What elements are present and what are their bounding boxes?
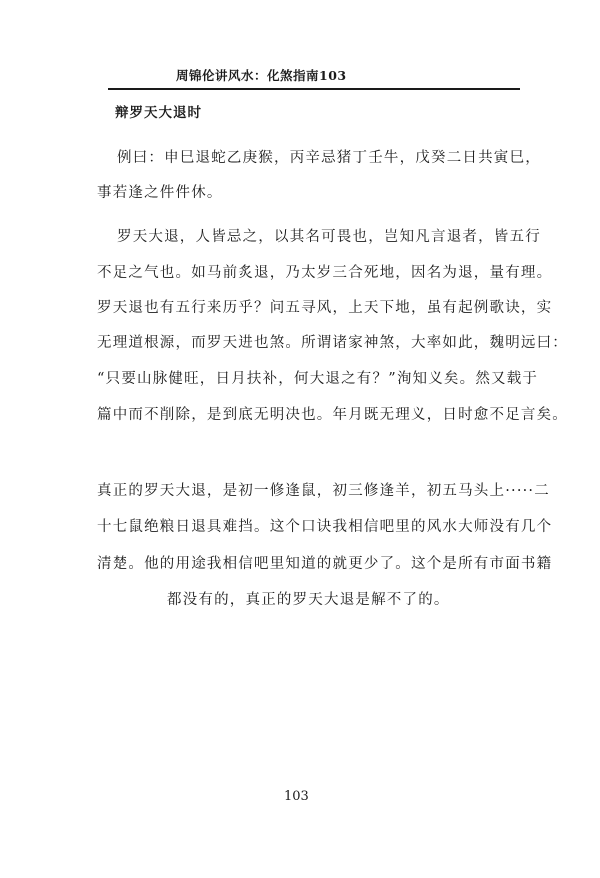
example-line: 事若逢之件件休。: [97, 185, 223, 201]
running-header: 周锦伦讲风水：化煞指南103: [176, 68, 347, 83]
paragraph-line: 罗天退也有五行来历乎？问五寻风，上天下地，虽有起例歌诀，实: [97, 300, 553, 316]
paragraph-line: 真正的罗天大退，是初一修逢鼠，初三修逢羊，初五马头上·····二: [97, 483, 550, 499]
header-rule: [108, 88, 520, 90]
section-title: 辩罗天大退时: [115, 105, 202, 121]
paragraph-line: “只要山脉健旺，日月扶补，何大退之有？”洵知义矣。然又载于: [97, 371, 539, 387]
paragraph-line: 无理道根源，而罗天进也煞。所谓诸家神煞，大率如此，魏明远曰：: [97, 335, 568, 351]
paragraph-line: 十七鼠绝粮日退具难挡。这个口诀我相信吧里的风水大师没有几个: [97, 519, 553, 535]
paragraph-line: 不足之气也。如马前炙退，乃太岁三合死地，因名为退，量有理。: [97, 265, 553, 281]
paragraph-line: 都没有的，真正的罗天大退是解不了的。: [167, 592, 450, 608]
paragraph-line: 清楚。他的用途我相信吧里知道的就更少了。这个是所有市面书籍: [97, 556, 553, 572]
paragraph-line: 篇中而不削除，是到底无明决也。年月既无理义，日时愈不足言矣。: [97, 407, 568, 423]
example-line: 例曰：申巳退蛇乙庚猴，丙辛忌猪丁壬牛，戊癸二日共寅巳，: [117, 150, 541, 166]
page-number: 103: [284, 789, 309, 804]
paragraph-line: 罗天大退，人皆忌之，以其名可畏也，岂知凡言退者，皆五行: [117, 229, 541, 245]
